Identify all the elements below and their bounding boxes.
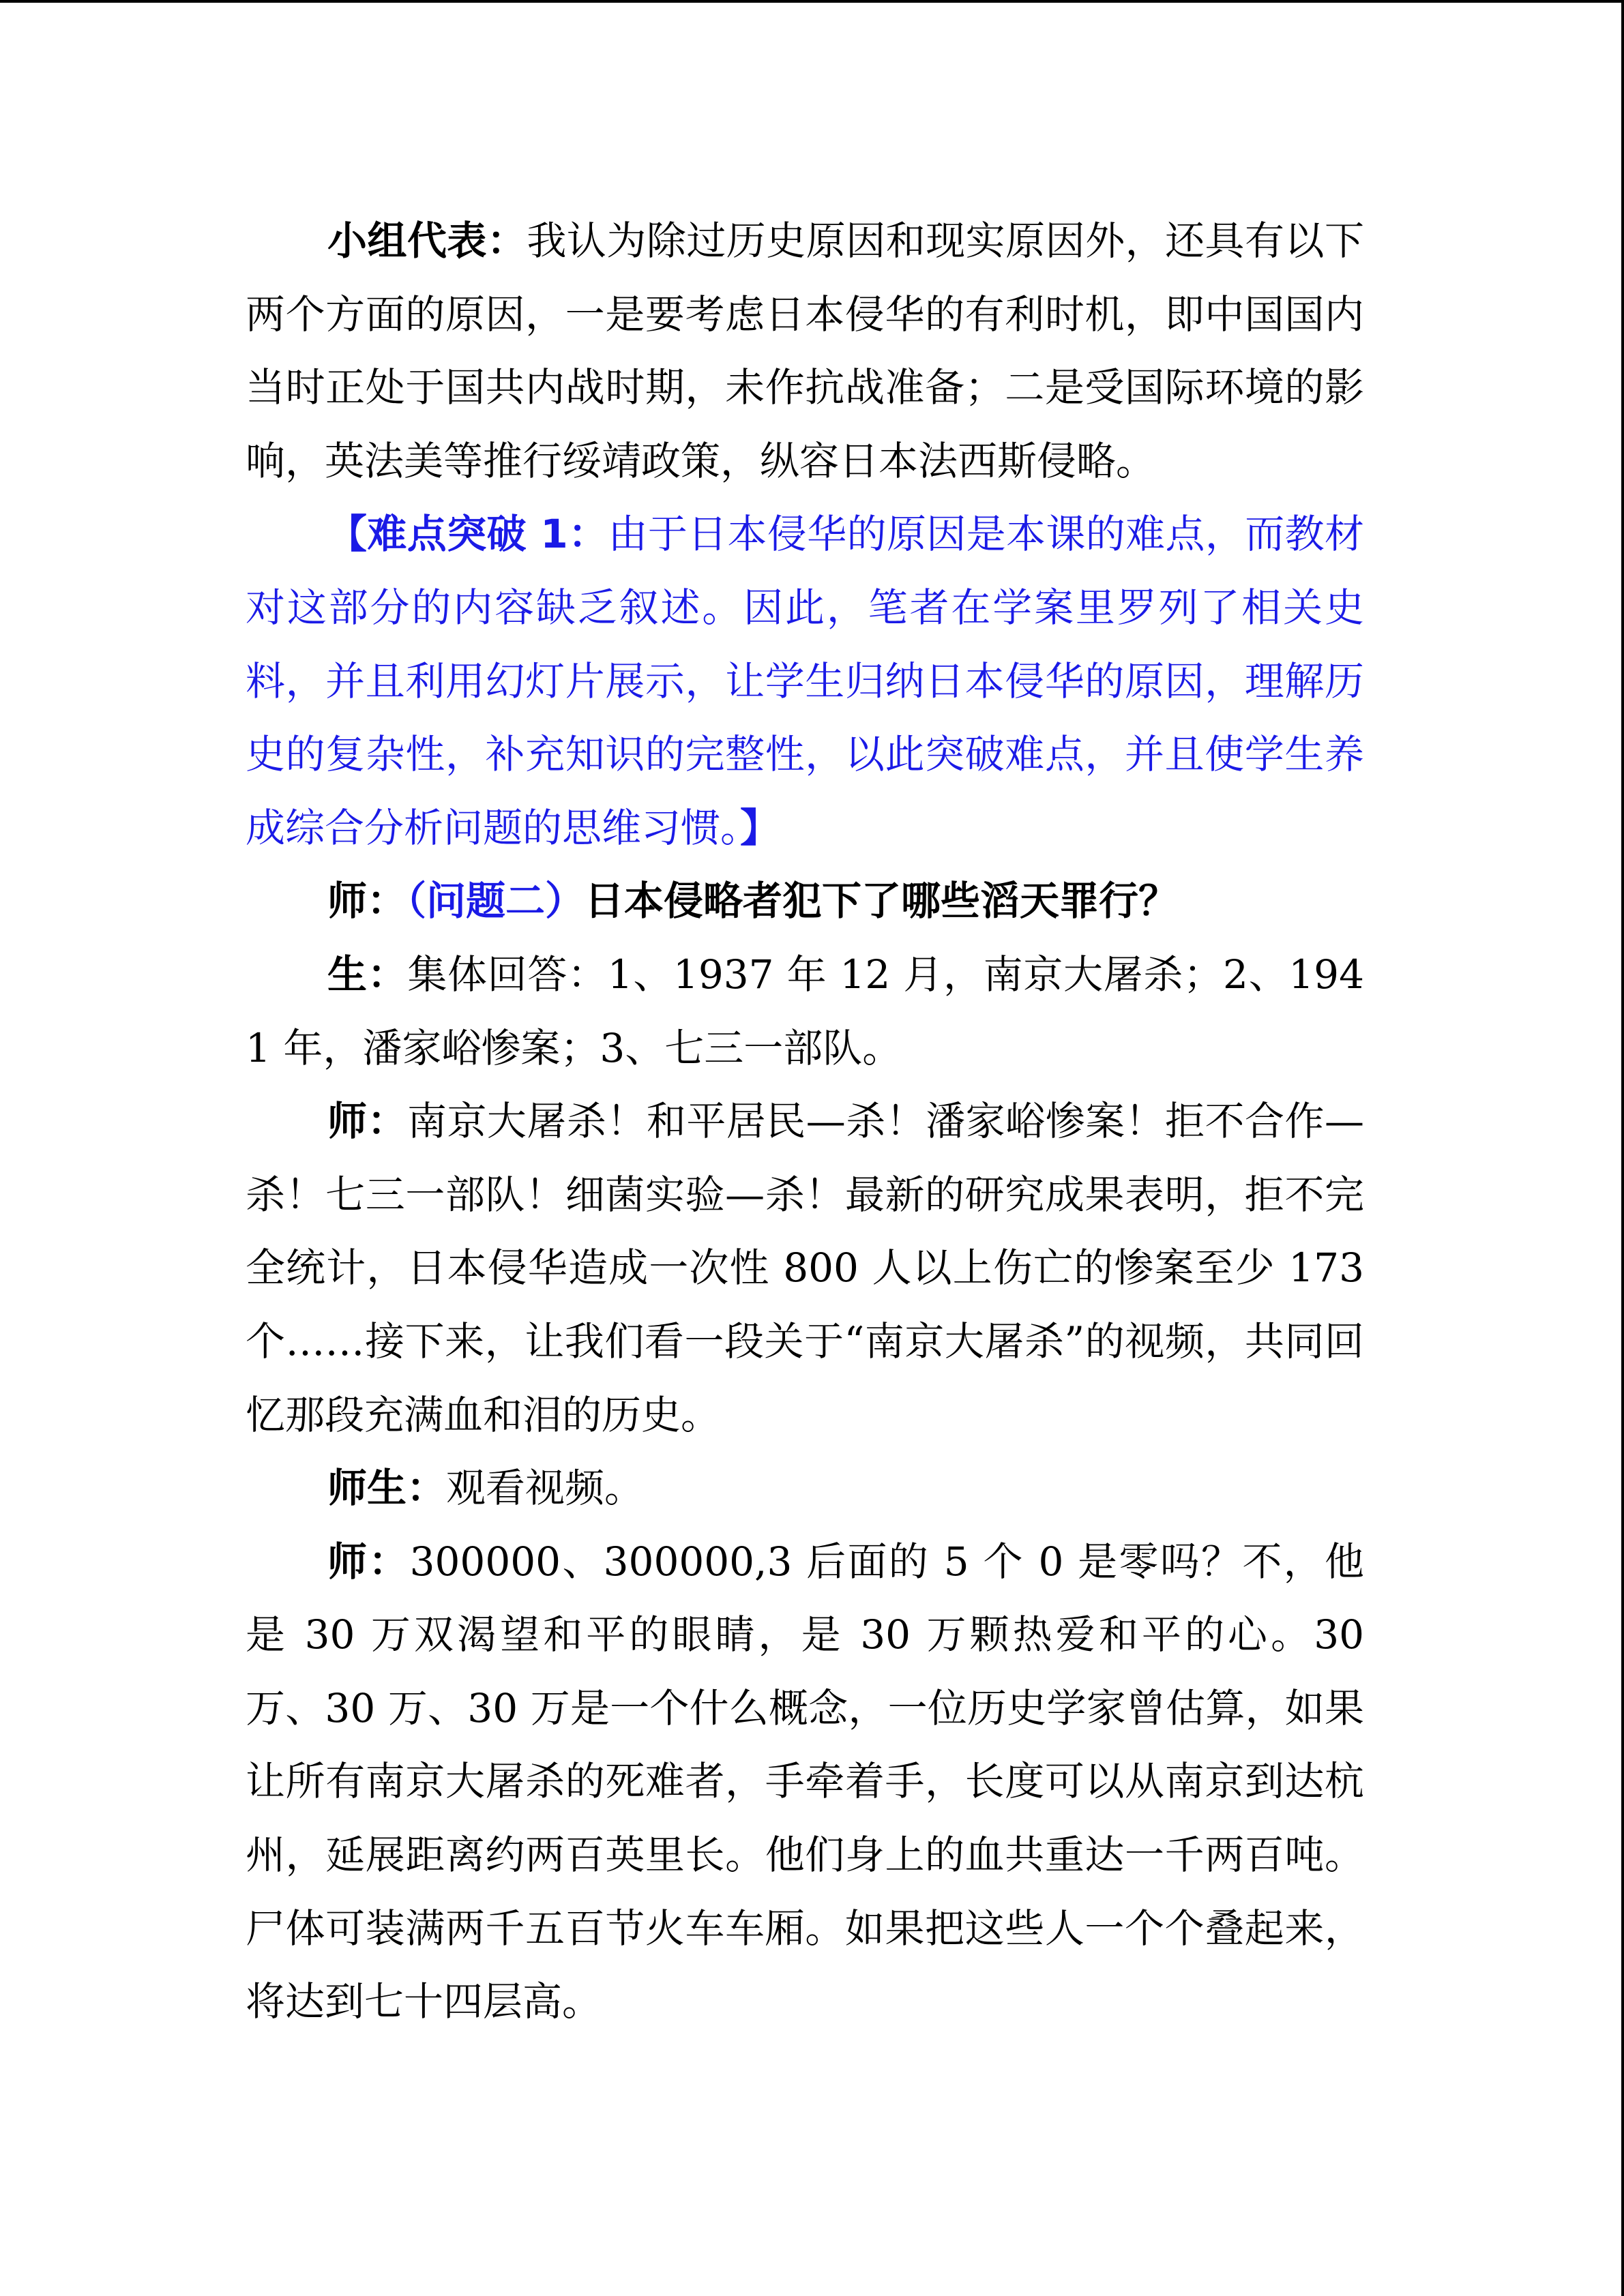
speaker-label: 师生： — [327, 1465, 447, 1512]
document-body — [246, 205, 1364, 2039]
paragraph-teacher-question-two — [246, 865, 1364, 938]
difficulty-close-bracket: 】 — [740, 804, 780, 851]
paragraph-text: 由于日本侵华的原因是本课的难点，而教材对这部分的内容缺乏叙述。因此，笔者在学案里罗列了相关史料，并且利用幻灯片展示，让学生归纳日本侵华的原因，理解历史的复杂性，补充知识的完整性，以此突破难点，并且使学生养成综合分析问题的思维习惯。 — [246, 511, 1364, 851]
paragraph-text: 集体回答：1、1937 年 12 月，南京大屠杀；2、1941 年，潘家峪惨案；3、七三一部队。 — [246, 951, 1364, 1071]
paragraph-difficulty-breakthrough — [246, 498, 1364, 865]
paragraph-group-representative — [246, 205, 1364, 498]
paragraph-text: 日本侵略者犯下了哪些滔天罪行？ — [585, 878, 1179, 925]
speaker-label: 师： — [327, 1098, 407, 1145]
difficulty-label: 【难点突破 1： — [327, 511, 608, 558]
paragraph-text: 观看视频。 — [446, 1465, 645, 1512]
speaker-label: 师： — [327, 878, 407, 925]
paragraph-teacher-statement — [246, 1085, 1364, 1452]
speaker-label: 师： — [327, 1538, 410, 1585]
page-border-top — [0, 0, 1624, 3]
paragraph-watch-video — [246, 1452, 1364, 1525]
question-tag: （问题二） — [407, 878, 585, 925]
paragraph-text: 我认为除过历史原因和现实原因外，还具有以下两个方面的原因，一是要考虑日本侵华的有利时机，即中国国内当时正处于国共内战时期，未作抗战准备；二是受国际环境的影响，英法美等推行绥靖政策，纵容日本法西斯侵略。 — [246, 218, 1364, 484]
paragraph-text: 南京大屠杀！和平居民—杀！潘家峪惨案！拒不合作—杀！七三一部队！细菌实验—杀！最新的研究成果表明，拒不完全统计，日本侵华造成一次性 800 人以上伤亡的惨案至少 173 个……接下来，让我们看一段关于“南京大屠杀”的视频，共同回忆那段充满血和泪的历史。 — [246, 1098, 1364, 1438]
speaker-label: 小组代表： — [327, 218, 527, 264]
paragraph-text: 300000、300000,3 后面的 5 个 0 是零吗？不，他是 30 万双渴望和平的眼睛，是 30 万颗热爱和平的心。30 万、30 万、30 万是一个什么概念，一位历史学家曾估算，如果让所有南京大屠杀的死难者，手牵着手，长度可以从南京到达杭州，延展距离约两百英里长。他们身上的血共重达一千两百吨。尸体可装满两千五百节火车车厢。如果把这些人一个个叠起来，将达到七十四层高。 — [246, 1538, 1364, 2025]
paragraph-student-answer — [246, 938, 1364, 1085]
speaker-label: 生： — [327, 951, 408, 998]
page-border-right — [1621, 0, 1624, 2296]
paragraph-teacher-numbers — [246, 1525, 1364, 2039]
